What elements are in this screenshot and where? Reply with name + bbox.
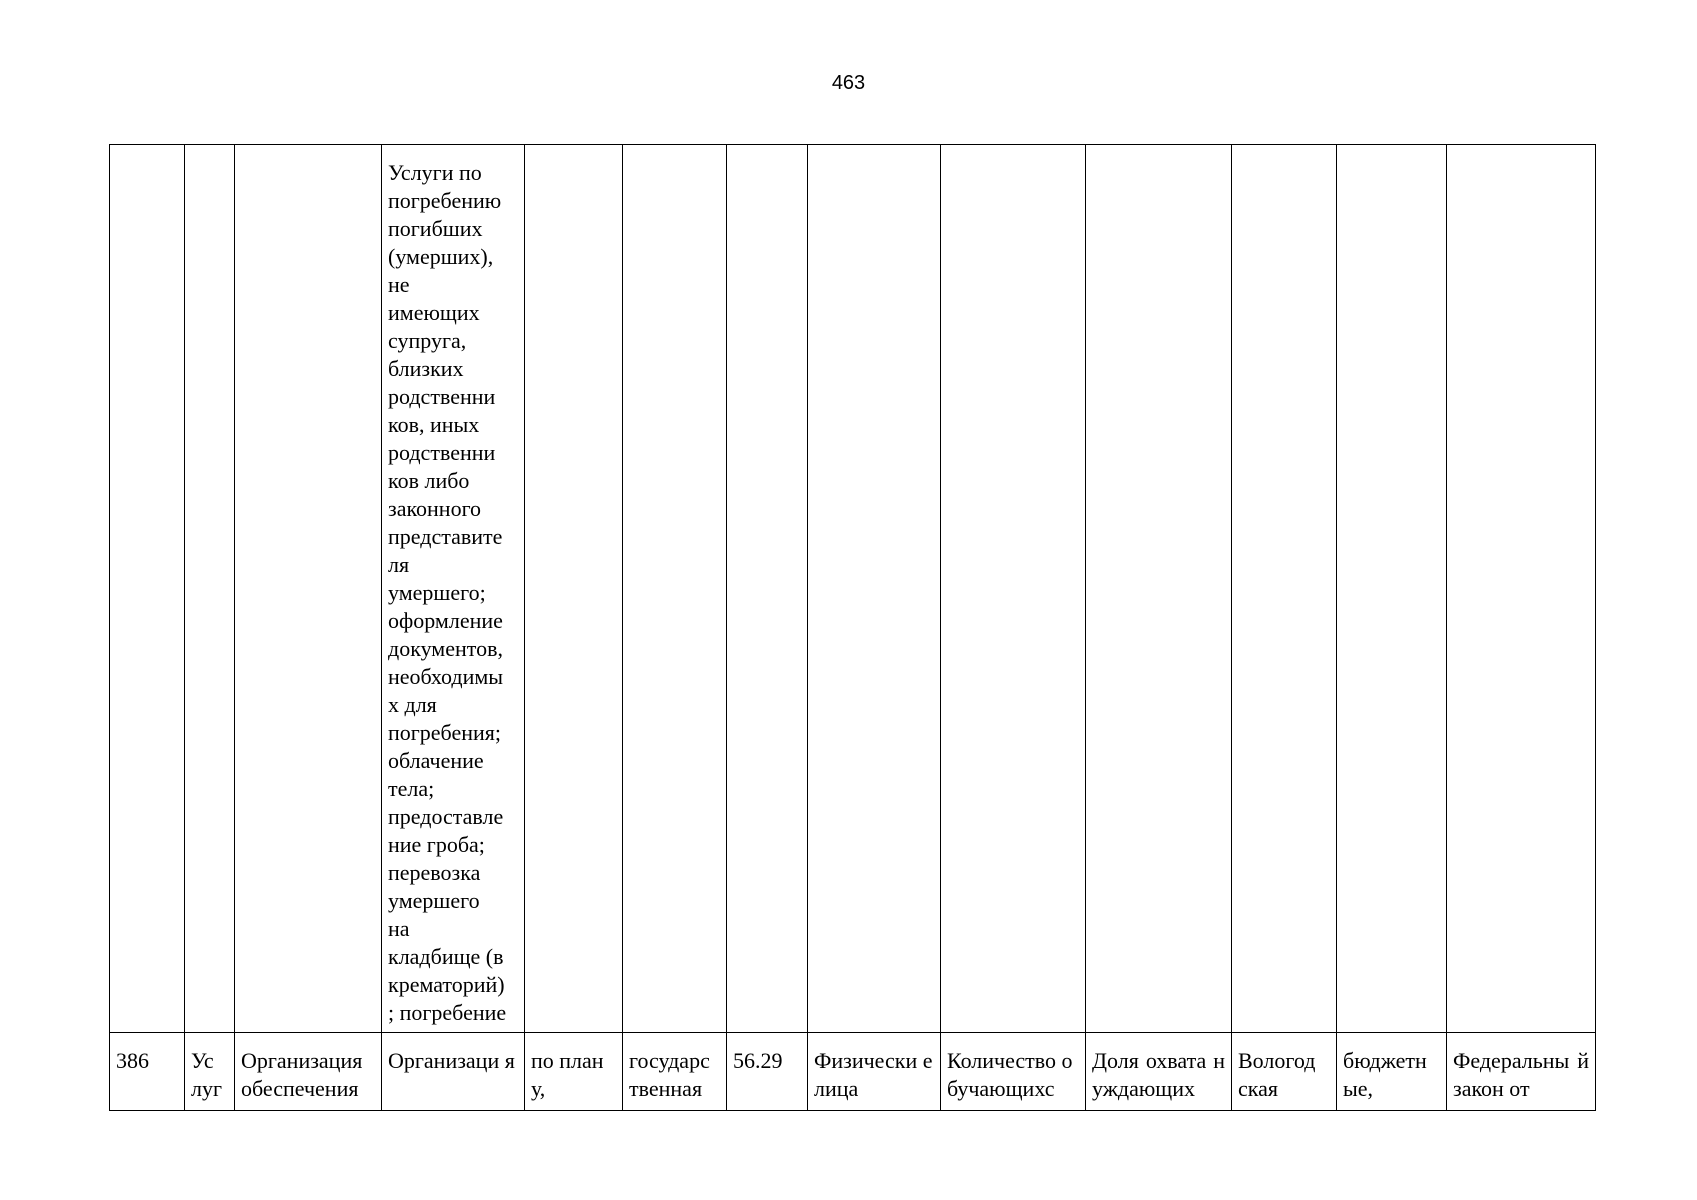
page-number: 463 <box>831 72 866 94</box>
cell-volume-indicator: Количество обучающихс <box>941 1033 1086 1111</box>
line: родственни <box>388 384 496 409</box>
continuation-row <box>110 145 1596 1033</box>
line: предоставле <box>388 804 504 829</box>
cell-recipients <box>808 145 941 1033</box>
line: родственни <box>388 440 496 465</box>
cell-frequency <box>525 145 623 1033</box>
line: ков, иных <box>388 412 480 437</box>
cell-volume-indicator <box>941 145 1086 1033</box>
cell-ownership: государс твенная <box>623 1033 727 1111</box>
line: ние гроба; <box>388 832 485 857</box>
cell-type: Ус луг <box>185 1033 235 1111</box>
line: погибших <box>388 216 483 241</box>
cell-frequency: по плану, <box>525 1033 623 1111</box>
line: погребения; <box>388 720 502 745</box>
cell-institution-type: бюджетн ые, <box>1337 1033 1447 1111</box>
line: близких <box>388 356 464 381</box>
line: облачение <box>388 748 484 773</box>
line: представите <box>388 524 503 549</box>
table-row-386 <box>110 1033 1596 1111</box>
cell-okved <box>727 145 808 1033</box>
line: законного <box>388 496 482 521</box>
line: ков либо <box>388 468 470 493</box>
line: кладбище (в <box>388 944 504 969</box>
line: перевозка <box>388 860 481 885</box>
line: умершего <box>388 888 480 913</box>
cell-quality-indicator: Доля охвата нуждающих <box>1086 1033 1232 1111</box>
line: супруга, <box>388 328 467 353</box>
line: ля <box>388 552 410 577</box>
line: умершего; <box>388 580 486 605</box>
cell-ownership <box>623 145 727 1033</box>
line: (умерших), <box>388 244 494 269</box>
line: Услуги по <box>388 160 482 185</box>
line: не <box>388 272 410 297</box>
cell-okved: 56.29 <box>727 1033 808 1111</box>
cell-number: 386 <box>110 1033 185 1111</box>
cell-type <box>185 145 235 1033</box>
line: необходимы <box>388 664 504 689</box>
cell-region: Вологод ская <box>1232 1033 1337 1111</box>
cell-name <box>235 145 382 1033</box>
cell-recipients: Физически е лица <box>808 1033 941 1111</box>
services-table <box>109 144 1596 1111</box>
line: тела; <box>388 776 435 801</box>
line: ; погребение <box>388 1000 507 1025</box>
cell-institution-type <box>1337 145 1447 1033</box>
cell-region <box>1232 145 1337 1033</box>
line: на <box>388 916 410 941</box>
cell-service-description <box>382 145 525 1033</box>
line: х для <box>388 692 437 717</box>
line: погребению <box>388 188 502 213</box>
line: оформление <box>388 608 503 633</box>
cell-service-description: Организаци я <box>382 1033 525 1111</box>
line: документов, <box>388 636 503 661</box>
cell-quality-indicator <box>1086 145 1232 1033</box>
cell-name: Организация обеспечения <box>235 1033 382 1111</box>
cell-number <box>110 145 185 1033</box>
cell-legal-basis: Федеральны й закон от <box>1447 1033 1596 1111</box>
line: крематорий) <box>388 972 505 997</box>
line: имеющих <box>388 300 480 325</box>
cell-legal-basis <box>1447 145 1596 1033</box>
